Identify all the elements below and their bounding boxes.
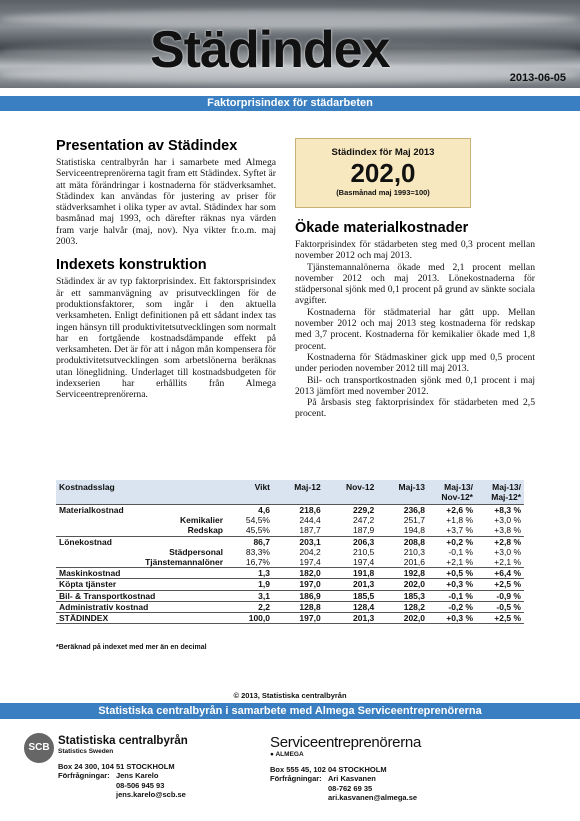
table-cell: 185,5 [324, 590, 378, 601]
table-row [56, 505, 524, 516]
table-cell: +0,3 % [428, 613, 476, 624]
col-header: Maj-13 [377, 480, 428, 505]
almega-email[interactable]: ari.kasvanen@almega.se [328, 793, 418, 802]
table-cell: 182,0 [273, 568, 324, 579]
table-cell: +2,5 % [476, 613, 524, 624]
index-box-label: Städindex för Maj 2013 [331, 147, 435, 158]
table-cell: +3,7 % [446, 525, 473, 536]
table-cell: 86,7 [226, 536, 273, 547]
table-cell: +2,1 % [446, 557, 473, 568]
table-cell: 229,2 [324, 505, 378, 516]
table-cell: 218,6 [273, 505, 324, 516]
row-label: Köpta tjänster [56, 579, 226, 590]
row-label: STÄDINDEX [56, 613, 226, 624]
left-column [56, 138, 276, 401]
col-header: Kostnadsslag [56, 480, 226, 505]
almega-logo: Serviceentreprenörerna [270, 734, 421, 751]
almega-contact [270, 735, 421, 803]
table-cell: 4,6 [226, 505, 273, 516]
table-row [56, 525, 524, 536]
header-image [0, 0, 580, 88]
table-cell: +3,0 % [494, 546, 521, 557]
table-cell: 236,8 [377, 505, 428, 516]
scb-logo-icon: SCB [24, 733, 54, 763]
table-cell: 45,5% [245, 525, 270, 536]
table-cell: +0,3 % [428, 579, 476, 590]
table-cell: +8,3 % [476, 505, 524, 516]
row-label: Bil- & Transportkostnad [56, 590, 226, 601]
table-cell: 201,6 [403, 557, 425, 568]
right-column [295, 138, 535, 420]
table-cell: 203,1 [273, 536, 324, 547]
page-title: Städindex [150, 21, 390, 79]
table-cell: -0,5 % [476, 601, 524, 612]
table-cell: +0,2 % [428, 536, 476, 547]
table-cell: 185,3 [377, 590, 428, 601]
table-cell: +2,8 % [476, 536, 524, 547]
section-heading-presentation: Presentation av Städindex [56, 138, 238, 154]
table-cell: +3,0 % [494, 515, 521, 526]
table-row [56, 547, 524, 557]
table-cell: +2,1 % [494, 557, 521, 568]
table-cell: 210,3 [403, 546, 425, 557]
row-label: Lönekostnad [56, 536, 226, 547]
copyright: © 2013, Statistiska centralbyrån [233, 691, 347, 700]
presentation-text: Statistiska centralbyrån har i samarbete med Almega Serviceentreprenörerna tagit fram ett Städindex. Syftet är att mäta förändringar i kostnaderna för städverksamhet. Städindex kan användas för justering av priser för städverksamhet i olika typer av avtal. Städindex har som basmånad maj 1993, och därefter räknas nya värden fram varje halvår (maj, nov). Nya vikter fr.o.m. maj 2003. [56, 157, 276, 248]
scb-contact-line [58, 771, 188, 781]
table-row [56, 590, 524, 601]
table-cell: 100,0 [226, 613, 273, 624]
table-cell: 244,4 [299, 515, 321, 526]
table-cell: +3,8 % [494, 525, 521, 536]
row-label: Tjänstemannalöner [145, 557, 223, 568]
costs-paragraph: Kostnaderna för Städmaskiner gick upp med 0,5 procent under perioden november 2012 till maj 2013. [295, 351, 535, 375]
table-cell: 201,3 [324, 613, 378, 624]
col-header: Vikt [226, 480, 273, 505]
table-cell: 128,8 [273, 601, 324, 612]
scb-org-name: Statistiska centralbyrån [58, 735, 188, 747]
table-cell: 191,8 [324, 568, 378, 579]
table-body [56, 505, 524, 624]
col-header: Maj-12 [273, 480, 324, 505]
table-row [56, 601, 524, 612]
table-cell: -0,1 % [448, 546, 473, 557]
table-cell: +2,6 % [428, 505, 476, 516]
scb-email[interactable]: jens.karelo@scb.se [116, 790, 186, 799]
section-heading-costs: Ökade materialkostnader [295, 220, 469, 236]
row-label: Kemikalier [180, 515, 223, 526]
table-row [56, 568, 524, 579]
table-cell: 208,8 [377, 536, 428, 547]
col-header: Nov-12 [324, 480, 378, 505]
row-label: Städpersonal [169, 546, 223, 557]
row-label: Redskap [187, 525, 223, 536]
table-cell: 202,0 [377, 579, 428, 590]
table-cell: 251,7 [403, 515, 425, 526]
row-label: Materialkostnad [56, 505, 226, 516]
table-cell: -0,2 % [428, 601, 476, 612]
contact-name: Jens Karelo [115, 771, 159, 780]
index-box-base: (Basmånad maj 1993=100) [336, 188, 430, 197]
table-cell: 83,3% [245, 546, 270, 557]
footer-bar: Statistiska centralbyrån i samarbete med Almega Serviceentreprenörerna [0, 703, 580, 719]
index-table [56, 480, 524, 624]
index-box-value: 202,0 [350, 158, 416, 188]
publication-date: 2013-06-05 [509, 72, 566, 84]
costs-paragraph: Kostnaderna för städmaterial har gått upp. Mellan november 2012 och maj 2013 steg kostnaderna för redskap med 3,7 procent. Kostnaderna för kemikalier ökade med 1,8 procent. [295, 306, 535, 352]
table-row [56, 579, 524, 590]
table-cell: 187,7 [299, 525, 321, 536]
table-cell: 201,3 [324, 579, 378, 590]
table-header-row [56, 480, 524, 505]
scb-contact [58, 735, 188, 800]
table-row [56, 536, 524, 547]
table-cell: 204,2 [299, 546, 321, 557]
row-label: Administrativ kostnad [56, 601, 226, 612]
table-cell: 1,9 [226, 579, 273, 590]
table-cell: -0,9 % [476, 590, 524, 601]
contact-name: Ari Kasvanen [327, 774, 376, 783]
table-cell: 128,4 [324, 601, 378, 612]
construction-text: Städindex är av typ faktorprisindex. Ett faktorsprisindex är ett sammanvägning av prisutvecklingen för de produktionsfaktorer, som ingår i den aktuella verksamheten. Enligt definitionen på ett sådant index tas ingen hänsyn till produktivitetsutvecklingen som normalt har en fortgående kostnadsdämpande effekt på verksamheten. Det är för att i någon mån kompensera för produktivitetsutvecklingen som arbetslönerna beräknas utan löneglidning. Underlaget till kostnadsbudgeten för indexserien har erhållits från Almega Serviceentreprenörerna. [56, 276, 276, 401]
table-cell: 210,5 [353, 546, 375, 557]
almega-address: Box 555 45, 102 04 STOCKHOLM [270, 764, 387, 774]
table-row [56, 515, 524, 525]
table-cell: 202,0 [377, 613, 428, 624]
scb-phone: 08-506 945 93 [116, 780, 165, 790]
table-cell: 128,2 [377, 601, 428, 612]
table-cell: 197,0 [273, 579, 324, 590]
costs-paragraph: Tjänstemannalönerna ökade med 2,1 procent mellan november 2012 och maj 2013. Lönekostnaderna för städpersonal sjönk med 0,1 procent på grund av sänkte sociala avgifter. [295, 261, 535, 307]
table-cell: 197,0 [273, 613, 324, 624]
table-cell: 2,2 [226, 601, 273, 612]
table-cell: +2,5 % [476, 579, 524, 590]
index-value-box [295, 138, 471, 208]
costs-paragraph: Bil- och transportkostnaden sjönk med 0,1 procent i maj 2013 jämfört med november 2012. [295, 374, 535, 397]
table-cell: +0,5 % [428, 568, 476, 579]
costs-paragraph: Faktorprisindex för städarbeten steg med 0,3 procent mellan november 2012 och maj 2013. [295, 239, 535, 262]
section-heading-construction: Indexets konstruktion [56, 257, 207, 274]
table-cell: 197,4 [353, 557, 375, 568]
col-header: Maj-13/ Nov-12* [428, 480, 476, 505]
table-footnote: *Beräknad på indexet med mer än en decimal [56, 644, 207, 651]
costs-paragraph: På årsbasis steg faktorprisindex för städarbeten med 2,5 procent. [295, 397, 535, 420]
table-cell: 16,7% [245, 557, 270, 568]
table-cell: +1,8 % [446, 515, 473, 526]
table-cell: 54,5% [245, 515, 270, 526]
table-cell: +6,4 % [476, 568, 524, 579]
table-cell: 197,4 [299, 557, 321, 568]
scb-address: Box 24 300, 104 51 STOCKHOLM [58, 761, 175, 771]
table-row [56, 557, 524, 568]
table-cell: 194,8 [403, 525, 425, 536]
table-cell: 206,3 [324, 536, 378, 547]
col-header: Maj-13/ Maj-12* [476, 480, 524, 505]
table-cell: 1,3 [226, 568, 273, 579]
table-cell: -0,1 % [428, 590, 476, 601]
contact-label: Förfrågningar: [58, 771, 110, 780]
table-cell: 187,9 [353, 525, 375, 536]
almega-phone: 08-762 69 35 [328, 783, 373, 793]
table-cell: 186,9 [273, 590, 324, 601]
subtitle-bar: Faktorprisindex för städarbeten [0, 96, 580, 111]
almega-org-sub: ● ALMEGA [270, 751, 304, 758]
table-cell: 247,2 [353, 515, 375, 526]
scb-org-sub: Statistics Sweden [58, 748, 114, 755]
row-label: Maskinkostnad [56, 568, 226, 579]
almega-contact-line [270, 774, 421, 784]
contact-label: Förfrågningar: [270, 774, 322, 783]
table-row [56, 613, 524, 624]
table-cell: 192,8 [377, 568, 428, 579]
table-cell: 3,1 [226, 590, 273, 601]
